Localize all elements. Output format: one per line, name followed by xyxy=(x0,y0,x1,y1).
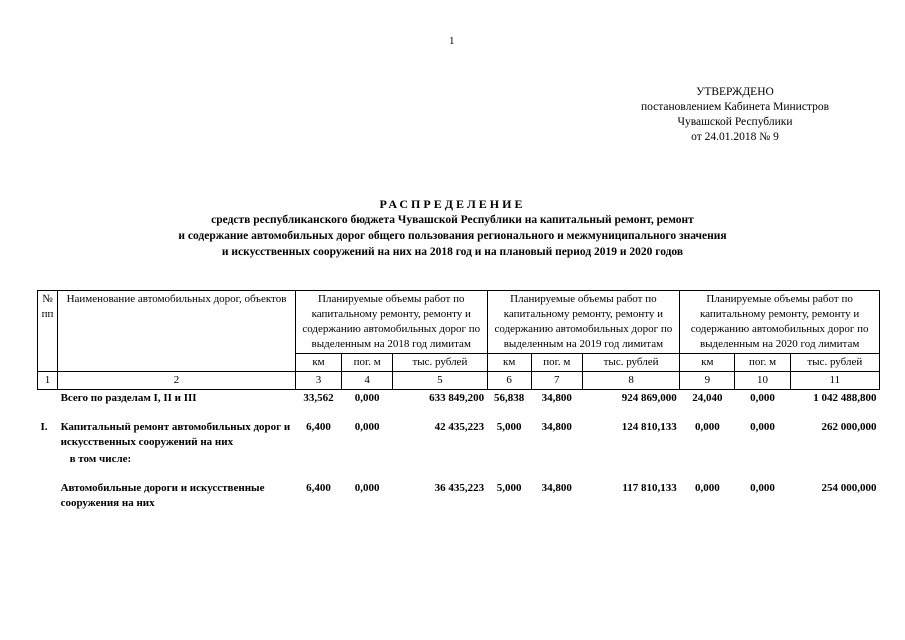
index-cell: 8 xyxy=(582,372,679,390)
row-num xyxy=(38,390,58,408)
header-rub: тыс. рублей xyxy=(393,354,487,372)
index-cell: 5 xyxy=(393,372,487,390)
header-num: № пп xyxy=(38,291,58,372)
header-pog-m: пог. м xyxy=(531,354,582,372)
cell-km-2018: 33,562 xyxy=(295,390,341,408)
row-name: в том числе: xyxy=(69,453,132,465)
header-km: км xyxy=(680,354,735,372)
cell-pog-m-2019: 34,800 xyxy=(541,421,572,433)
cell-pog-m-2018: 0,000 xyxy=(354,482,380,494)
row-num: I. xyxy=(40,421,48,433)
approval-heading: УТВЕРЖДЕНО xyxy=(696,86,774,98)
cell-rub-2019: 117 810,133 xyxy=(622,482,677,494)
cell-km-2018: 6,400 xyxy=(306,421,331,433)
index-cell: 9 xyxy=(680,372,735,390)
cell-km-2020: 0,000 xyxy=(694,482,720,494)
index-cell: 7 xyxy=(531,372,582,390)
cell-rub-2018: 36 435,223 xyxy=(434,482,485,494)
index-cell: 4 xyxy=(342,372,393,390)
cell-pog-m-2019: 34,800 xyxy=(531,390,582,408)
header-pog-m: пог. м xyxy=(342,354,393,372)
header-2019: Планируемые объемы работ по капитальному ремонту, ремонту и содержанию автомобильных дорог по выделенным на 2019 год лимитам xyxy=(487,291,680,354)
row-num xyxy=(38,451,58,468)
index-cell: 1 xyxy=(38,372,58,390)
cell-rub-2020: 254 000,000 xyxy=(821,482,877,494)
header-name: Наименование автомобильных дорог, объектов xyxy=(58,291,296,372)
cell-rub-2018: 633 849,200 xyxy=(393,390,487,408)
row-name: Всего по разделам I, II и III xyxy=(58,390,296,408)
cell-km-2020: 24,040 xyxy=(680,390,735,408)
table-row-roads xyxy=(38,480,880,512)
subtitle-line: средств республиканского бюджета Чувашской Республики на капитальный ремонт, ремонт xyxy=(211,214,694,226)
header-km: км xyxy=(295,354,341,372)
cell-rub-2018: 42 435,223 xyxy=(434,421,485,433)
approval-date: от 24.01.2018 № 9 xyxy=(691,131,779,143)
cell-pog-m-2019: 34,800 xyxy=(541,482,572,494)
row-name: Автомобильные дороги и искусственные сооружения на них xyxy=(60,482,265,509)
cell-km-2019: 5,000 xyxy=(496,421,522,433)
document-subtitle xyxy=(100,212,805,260)
approval-line: Чувашской Республики xyxy=(677,116,793,128)
cell-rub-2019: 124 810,133 xyxy=(621,421,677,433)
header-2020: Планируемые объемы работ по капитальному ремонту, ремонту и содержанию автомобильных дорог по выделенным на 2020 год лимитам xyxy=(680,291,880,354)
cell-km-2020: 0,000 xyxy=(694,421,720,433)
header-rub: тыс. рублей xyxy=(790,354,879,372)
distribution-table xyxy=(37,290,880,512)
cell-km-2018: 6,400 xyxy=(306,482,331,494)
cell-pog-m-2018: 0,000 xyxy=(354,421,380,433)
row-num xyxy=(38,480,58,512)
cell-rub-2020: 1 042 488,800 xyxy=(790,390,879,408)
header-pog-m: пог. м xyxy=(735,354,790,372)
header-rub: тыс. рублей xyxy=(582,354,679,372)
subtitle-line: и содержание автомобильных дорог общего пользования регионального и межмуниципального значения xyxy=(178,230,727,242)
cell-km-2019: 5,000 xyxy=(496,482,522,494)
cell-pog-m-2018: 0,000 xyxy=(342,390,393,408)
subtitle-line: и искусственных сооружений на них на 2018 год и на плановый период 2019 и 2020 годов xyxy=(221,246,684,258)
approval-stamp xyxy=(610,85,860,145)
index-cell: 2 xyxy=(58,372,296,390)
cell-rub-2020: 262 000,000 xyxy=(821,421,877,433)
page-number: 1 xyxy=(449,35,455,47)
index-cell: 6 xyxy=(487,372,531,390)
header-2018: Планируемые объемы работ по капитальному ремонту, ремонту и содержанию автомобильных дорог по выделенным на 2018 год лимитам xyxy=(295,291,487,354)
column-index-row xyxy=(38,372,880,390)
header-km: км xyxy=(487,354,531,372)
index-cell: 11 xyxy=(790,372,879,390)
row-name: Капитальный ремонт автомобильных дорог и искусственных сооружений на них xyxy=(60,421,291,448)
cell-rub-2019: 924 869,000 xyxy=(582,390,679,408)
approval-line: постановлением Кабинета Министров xyxy=(640,101,830,113)
index-cell: 10 xyxy=(735,372,790,390)
document-title: РАСПРЕДЕЛЕНИЕ xyxy=(379,197,526,211)
cell-pog-m-2020: 0,000 xyxy=(750,421,775,433)
cell-km-2019: 56,838 xyxy=(487,390,531,408)
table-row-section-1 xyxy=(38,419,880,451)
table-row-total xyxy=(38,390,880,408)
index-cell: 3 xyxy=(295,372,341,390)
cell-pog-m-2020: 0,000 xyxy=(750,482,775,494)
table-row-subheading xyxy=(38,451,880,468)
cell-pog-m-2020: 0,000 xyxy=(735,390,790,408)
